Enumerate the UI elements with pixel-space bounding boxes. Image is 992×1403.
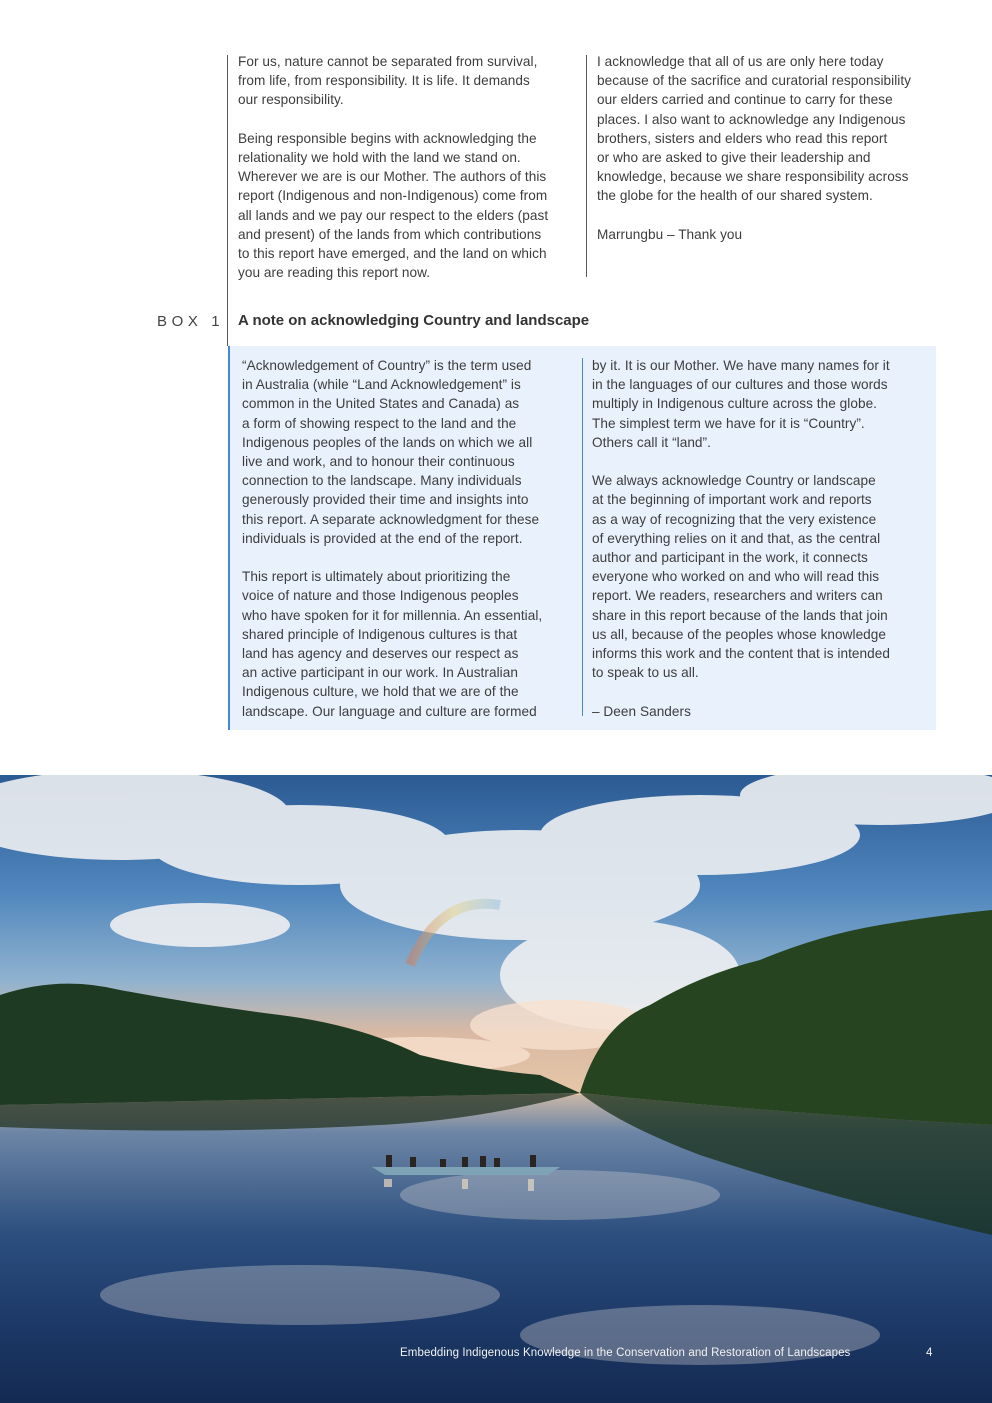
river-landscape-illustration [0,775,992,1403]
intro-middle-rule [586,55,587,277]
intro-right-paragraph-1: I acknowledge that all of us are only here today because of the sacrifice and curatorial responsibility our elders carried and continue to carry for these places. I also want to acknowledge any Indigenous brothers, sisters and elders who read this report or who are asked to give their leadership and knowledge, because we share responsibility across the globe for the health of our shared system. [597,54,912,204]
intro-left-paragraph-2: Being responsible begins with acknowledging the relationality we hold with the land we stand on. Wherever we are is our Mother. The authors of this report (Indigenous and non-Indigenous) come from all lands and we pay our respect to the elders (past and present) of the lands from which contributions to this report have emerged, and the land on which you are reading this report now. [238,130,549,281]
box-right-signature: – Deen Sanders [592,703,691,719]
river-landscape-photo [0,775,992,1403]
intro-right-signoff: Marrungbu – Thank you [597,226,743,242]
intro-left-paragraph-1: For us, nature cannot be separated from survival, from life, from responsibility. It is life. It demands our responsibility. [238,54,538,108]
box-column-divider [582,358,583,716]
box-left-paragraph-2: This report is ultimately about prioritizing the voice of nature and those Indigenous peoples who have spoken for it for millennia. An essential, shared principle of Indigenous cultures is that land has agency and deserves our respect as an active participant in our work. In Australian Indigenous culture, we hold that we are of the landscape. Our language and culture are formed [242,569,543,719]
box-label: BOX 1 [157,313,225,330]
footer-page-number: 4 [926,1347,933,1359]
box-right-column [592,356,932,721]
box-right-paragraph-1: by it. It is our Mother. We have many names for it in the languages of our cultures and those words multiply in Indigenous culture across the globe. The simplest term we have for it is “Country”. Others call it “land”. [592,358,890,450]
intro-left-column [238,52,578,282]
box-panel [228,346,936,730]
box-heading-rule [227,300,228,346]
box-right-paragraph-2: We always acknowledge Country or landscape at the beginning of important work and reports as a way of recognizing that the very existence of everything relies on it and that, as the central author and participant in the work, it connects everyone who worked on and who will read this report. We readers, researchers and writers can share in this report because of the lands that join us all, because of the peoples whose knowledge informs this work and the content that is intended to speak to us all. [592,473,890,681]
intro-left-rule [227,55,228,311]
box-left-paragraph-1: “Acknowledgement of Country” is the term used in Australia (while “Land Acknowledgement” is common in the United States and Canada) as a form of showing respect to the land and the Indigenous peoples of the lands on which we all live and work, and to honour their continuous connection to the landscape. Many individuals generously provided their time and insights into this report. A separate acknowledgment for these individuals is provided at the end of the report. [242,358,540,546]
box-title: A note on acknowledging Country and landscape [238,312,590,329]
intro-right-column [597,52,942,244]
box-left-column [242,356,577,721]
footer-title: Embedding Indigenous Knowledge in the Conservation and Restoration of Landscapes [400,1347,851,1359]
